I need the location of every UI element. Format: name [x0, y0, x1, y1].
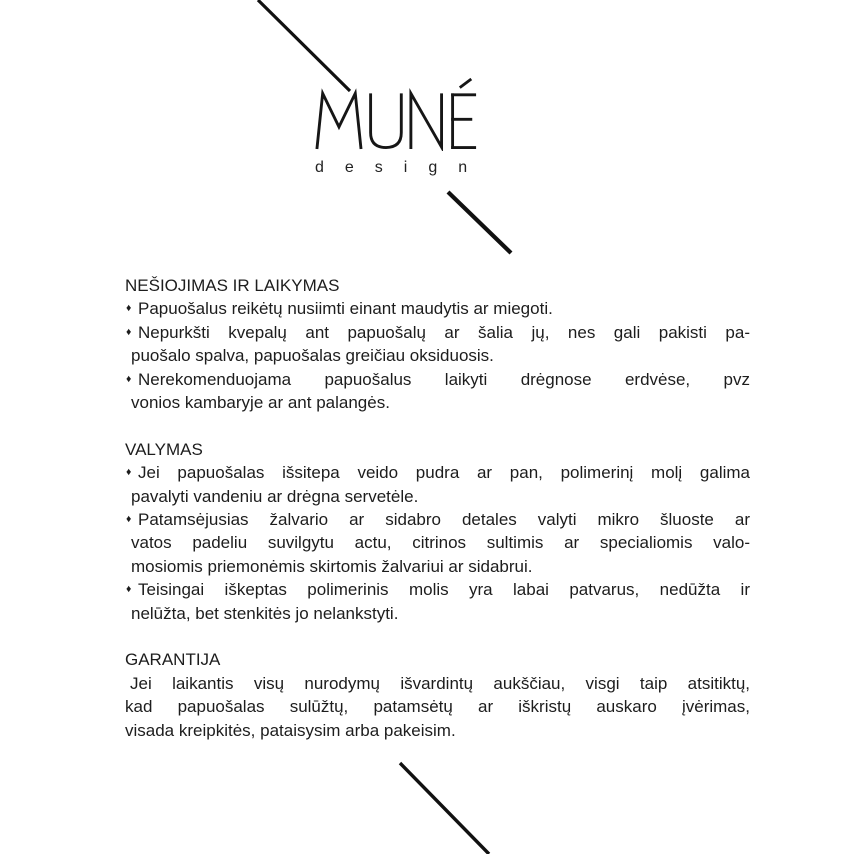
continuation-line: nelūžta, bet stenkitės jo nelankstyti. — [131, 603, 399, 623]
diagonal-line-bottom — [400, 763, 489, 854]
mune-wordmark — [315, 76, 478, 151]
line-text: Teisingai iškeptas polimerinis molis yra labai patvarus, nedūžta ir — [138, 580, 750, 600]
bullet-line — [125, 461, 750, 484]
bullet-line — [125, 578, 750, 601]
continuation-line: vonios kambaryje ar ant palangės. — [131, 393, 390, 413]
paragraph-line: kad papuošalas sulūžtų, patamsėtų ar iškristų auskaro įvėrimas, — [125, 697, 750, 717]
diamond-bullet-icon: ♦ — [126, 302, 132, 315]
section-heading: GARANTIJA — [125, 650, 221, 670]
continuation-line: vatos padeliu suvilgytu actu, citrinos sultimis ar specialiomis valo- — [131, 533, 750, 553]
bullet-line — [125, 508, 750, 531]
logo-subtitle: design — [315, 159, 489, 176]
paragraph-line: Jei laikantis visų nurodymų išvardintų aukščiau, visgi taip atsitiktų, — [130, 673, 750, 693]
line-text: Nepurkšti kvepalų ant papuošalų ar šalia jų, nes gali pakisti pa- — [138, 322, 750, 342]
section-nesiojimas-ir-laikymas — [125, 274, 750, 414]
line-text: Nerekomenduojama papuošalus laikyti drėgnose erdvėse, pvz — [138, 369, 750, 389]
continuation-line: puošalo spalva, papuošalas greičiau oksiduosis. — [131, 346, 494, 366]
continuation-line: pavalyti vandeniu ar drėgna servetėle. — [131, 486, 419, 506]
diamond-bullet-icon: ♦ — [126, 466, 132, 479]
line-text: Papuošalus reikėtų nusiimti einant maudytis ar miegoti. — [138, 299, 553, 319]
diamond-bullet-icon: ♦ — [126, 325, 132, 338]
section-heading: VALYMAS — [125, 439, 203, 459]
section-heading: NEŠIOJIMAS IR LAIKYMAS — [125, 276, 340, 295]
letter-e-acute — [451, 79, 476, 149]
letter-n — [411, 93, 442, 149]
section-garantija — [125, 648, 750, 742]
acute-accent — [460, 79, 472, 88]
instructions-text — [125, 274, 750, 742]
letter-m — [317, 93, 361, 149]
diamond-bullet-icon: ♦ — [126, 513, 132, 526]
section-valymas — [125, 438, 750, 625]
continuation-line: mosiomis priemonėmis skirtomis žalvariui ar sidabrui. — [131, 556, 533, 576]
line-text: Patamsėjusias žalvario ar sidabro detales valyti mikro šluoste ar — [138, 510, 750, 530]
logo — [315, 76, 489, 176]
line-text: Jei papuošalas išsitepa veido pudra ar pan, polimerinį molį galima — [138, 463, 750, 483]
diamond-bullet-icon: ♦ — [126, 583, 132, 596]
diamond-bullet-icon: ♦ — [126, 372, 132, 385]
bullet-line — [125, 297, 750, 320]
bullet-line — [125, 321, 750, 344]
bullet-line — [125, 368, 750, 391]
paragraph-line: visada kreipkitės, pataisysim arba pakeisim. — [125, 720, 456, 740]
diagonal-line-middle — [448, 192, 511, 253]
letter-u — [371, 93, 402, 147]
